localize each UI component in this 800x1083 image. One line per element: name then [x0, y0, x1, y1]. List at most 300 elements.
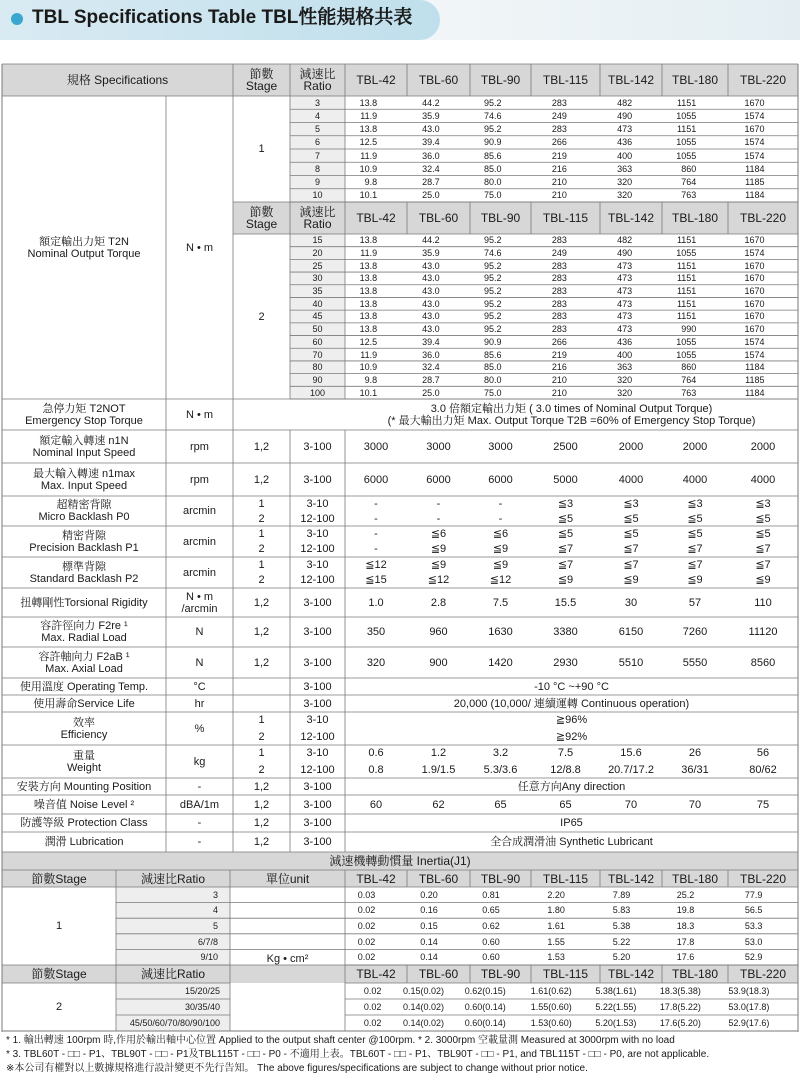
max-radial-load-value: 3380	[553, 626, 578, 638]
inertia-value: 5.20(1.53)	[595, 1018, 637, 1028]
mounting-position-stage: 1,2	[253, 780, 270, 793]
standard-backlash-value: ≦7	[623, 558, 639, 571]
torque-value: 1151	[676, 286, 697, 297]
inertia-value: 1.61	[547, 920, 565, 931]
lubrication-unit: -	[197, 836, 202, 848]
torque-value: 1151	[676, 97, 697, 108]
inertia-value: 0.14(0.02)	[403, 1018, 445, 1028]
max-input-speed-value: 4000	[682, 473, 708, 486]
weight-value: 56	[756, 747, 770, 760]
inertia-value: 0.60	[482, 936, 500, 947]
inertia-value: 17.6(5.20)	[659, 1018, 701, 1028]
model-column-header: TBL-220	[739, 211, 787, 225]
micro-backlash-value: ≦3	[687, 497, 703, 510]
max-input-speed-value: 6000	[488, 473, 513, 486]
inertia-value: 0.02	[357, 936, 376, 947]
weight-value: 1.2	[430, 747, 447, 760]
torque-value: 990	[681, 324, 697, 335]
torque-value: 249	[551, 110, 567, 121]
model-column-header: TBL-180	[671, 211, 719, 225]
torque-value: 13.8	[359, 324, 378, 335]
micro-backlash-value: -	[436, 497, 441, 510]
model-column-header: TBL-220	[739, 73, 787, 87]
torque-ratio: 45	[312, 311, 323, 322]
service-life-label: 使用壽命Service Life	[33, 697, 135, 710]
standard-backlash-value: ≦15	[365, 574, 387, 587]
precision-backlash-value: ≦7	[687, 543, 703, 556]
protection-class-unit: -	[197, 817, 202, 829]
torque-value: 216	[551, 163, 567, 174]
model-column-header: TBL-42	[356, 73, 396, 87]
noise-level-value: 62	[432, 798, 445, 811]
torque-value: 283	[551, 124, 567, 135]
inertia-value: 0.03	[357, 889, 376, 900]
inertia-value: 17.8	[676, 936, 695, 947]
torque-value: 1670	[744, 97, 765, 108]
torque-ratio: 80	[312, 362, 323, 373]
torque-value: 1574	[744, 248, 765, 259]
inertia-value: 0.15	[420, 920, 438, 931]
torque-value: 216	[551, 362, 567, 373]
torque-value: 1055	[676, 110, 697, 121]
torsional-rigidity-value: 110	[754, 596, 772, 609]
inertia-ratio-header: 減速比Ratio	[140, 967, 205, 981]
inertia-value: 5.22(1.55)	[595, 1002, 637, 1012]
mounting-position-ratio: 3-100	[303, 780, 332, 793]
torque-value: 90.9	[484, 137, 502, 148]
torque-value: 1670	[744, 124, 765, 135]
inertia-value: 77.9	[744, 889, 763, 900]
torque-value: 75.0	[484, 387, 502, 398]
noise-level-value: 70	[688, 798, 702, 811]
weight-unit: kg	[193, 755, 206, 768]
precision-backlash-stage-1: 1	[258, 527, 265, 540]
torque-value: 1574	[744, 150, 765, 161]
torque-value: 85.6	[484, 349, 502, 360]
inertia-value: 56.5	[744, 905, 763, 916]
noise-level-value: 70	[624, 798, 638, 811]
torque-value: 283	[551, 311, 567, 322]
torque-value: 75.0	[484, 190, 502, 201]
max-input-speed-value: 6000	[426, 473, 451, 486]
torque-value: 12.5	[359, 336, 378, 347]
torque-value: 39.4	[422, 336, 440, 347]
weight-value: 3.2	[492, 747, 509, 760]
torque-value: 1055	[676, 137, 697, 148]
max-axial-load-value: 320	[366, 656, 386, 669]
torque-ratio: 6	[314, 137, 320, 148]
weight-value: 80/62	[749, 763, 777, 776]
torque-ratio: 60	[312, 336, 323, 347]
standard-backlash-value: ≦12	[427, 574, 450, 587]
torque-value: 363	[617, 163, 633, 174]
torque-ratio: 30	[312, 273, 323, 284]
torsional-rigidity-ratio: 3-100	[303, 596, 332, 609]
model-column-header: TBL-142	[607, 871, 655, 886]
torque-value: 320	[617, 387, 633, 398]
inertia-ratio: 30/35/40	[184, 1002, 220, 1012]
torque-value: 473	[617, 286, 633, 297]
micro-backlash-value: -	[498, 497, 503, 510]
torsional-rigidity-value: 2.8	[430, 596, 447, 609]
noise-level-value: 65	[494, 798, 507, 811]
torque-value: 32.4	[422, 163, 440, 174]
torque-value: 35.9	[422, 248, 440, 259]
micro-backlash-value: ≦5	[687, 512, 703, 525]
inertia-value: 52.9	[744, 952, 763, 963]
standard-backlash-value: ≦7	[687, 558, 703, 571]
efficiency-value-1: ≧96%	[555, 714, 588, 727]
torque-value: 219	[551, 150, 567, 161]
torque-value: 12.5	[359, 137, 378, 148]
torque-value: 210	[551, 190, 567, 201]
torque-value: 320	[617, 374, 633, 385]
torque-ratio: 70	[312, 349, 323, 360]
torque-value: 473	[617, 124, 633, 135]
torque-value: 473	[617, 298, 633, 309]
torque-value: 95.2	[484, 235, 502, 246]
torque-value: 44.2	[422, 97, 440, 108]
torque-value: 219	[551, 349, 567, 360]
nominal-input-speed-label: 額定輸入轉速 n1N Nominal Input Speed	[32, 434, 136, 459]
efficiency-unit: %	[194, 722, 205, 735]
inertia-value: 53.0	[744, 936, 763, 947]
torque-value: 10.1	[359, 387, 378, 398]
precision-backlash-value: ≦5	[755, 527, 771, 540]
operating-temp-ratio: 3-100	[303, 680, 332, 693]
torque-ratio: 7	[314, 150, 320, 161]
torque-value: 1055	[676, 336, 697, 347]
footnote-1: * 1. 輸出轉速 100rpm 時,作用於輸出軸中心位置 Applied to the output shaft center @100rpm. * 2. 3000rpm 空載量測 Measured at 3000rpm with no load	[6, 1035, 675, 1046]
torque-value: 90.9	[484, 336, 502, 347]
torque-value: 80.0	[484, 177, 502, 188]
standard-backlash-value: ≦9	[557, 574, 574, 587]
standard-backlash-value: ≦9	[623, 574, 639, 587]
torque-value: 473	[617, 324, 633, 335]
torque-value: 283	[551, 286, 567, 297]
torsional-rigidity-unit: N • m /arcmin	[181, 590, 218, 615]
inertia-value: 0.02	[363, 986, 382, 996]
max-axial-load-value: 900	[429, 656, 448, 669]
torque-value: 36.0	[422, 349, 440, 360]
max-input-speed-ratio: 3-100	[303, 473, 332, 486]
inertia-stage-header: 節數Stage	[31, 871, 87, 886]
inertia-value: 17.8(5.22)	[659, 1002, 701, 1012]
weight-value: 7.5	[557, 747, 574, 760]
inertia-value: 1.55	[547, 936, 565, 947]
torque-value: 1670	[744, 298, 765, 309]
inertia-value: 0.62	[482, 920, 500, 931]
inertia-value: 0.20	[420, 889, 438, 900]
inertia-value: 5.38	[612, 920, 631, 931]
micro-backlash-label: 超精密背隙 Micro Backlash P0	[38, 499, 130, 523]
inertia-value: 5.20	[612, 952, 631, 963]
weight-ratio-1: 3-10	[306, 747, 329, 760]
torque-value: 36.0	[422, 150, 440, 161]
standard-backlash-ratio-1: 3-10	[306, 558, 329, 571]
protection-class-ratio: 3-100	[303, 817, 332, 829]
torque-value: 320	[617, 190, 633, 201]
model-column-header: TBL-142	[607, 967, 655, 981]
standard-backlash-value: ≦12	[365, 558, 387, 571]
torque-value: 1151	[676, 298, 697, 309]
torque-ratio: 40	[312, 298, 323, 309]
footnotes	[6, 1034, 796, 1076]
inertia-value: 53.0(17.8)	[728, 1002, 770, 1012]
torque-value: 266	[551, 336, 567, 347]
inertia-value: 25.2	[676, 889, 695, 900]
standard-backlash-value: ≦9	[430, 558, 447, 571]
torque-value: 43.0	[422, 311, 440, 322]
max-axial-load-value: 5550	[682, 656, 708, 669]
torque-value: 283	[551, 235, 567, 246]
micro-backlash-value: -	[436, 512, 441, 525]
max-axial-load-unit: N	[195, 656, 204, 669]
model-column-header: TBL-180	[671, 967, 719, 981]
micro-backlash-ratio-2: 12-100	[300, 512, 335, 525]
service-life-value: 20,000 (10,000/ 連續運轉 Continuous operation)	[453, 697, 690, 710]
torque-value: 1574	[744, 110, 765, 121]
weight-value: 36/31	[681, 763, 709, 776]
noise-level-unit: dBA/1m	[179, 798, 220, 811]
spec-header: 規格 Specifications	[66, 73, 169, 87]
inertia-ratio: 4	[212, 905, 218, 916]
torque-value: 13.8	[359, 311, 378, 322]
torque-ratio: 50	[312, 324, 323, 335]
inertia-unit-header: 單位unit	[265, 871, 310, 886]
weight-value: 12/8.8	[550, 763, 581, 776]
torque-value: 80.0	[484, 374, 502, 385]
torque-value: 95.2	[484, 324, 502, 335]
torque-value: 210	[551, 387, 567, 398]
torque-value: 490	[617, 110, 633, 121]
model-column-header: TBL-90	[480, 211, 521, 225]
mounting-position-label: 安裝方向 Mounting Position	[16, 780, 152, 793]
micro-backlash-stage-2: 2	[258, 512, 265, 525]
precision-backlash-value: -	[374, 543, 378, 556]
efficiency-ratio-1: 3-10	[306, 714, 329, 727]
micro-backlash-value: -	[374, 497, 378, 510]
torque-value: 1670	[744, 260, 765, 271]
inertia-value: 19.8	[676, 905, 695, 916]
inertia-stage-2: 2	[55, 1001, 63, 1013]
footnote-notice: ※本公司有權對以上數據規格進行設計變更不先行告知。 The above figures/specifications are subject to change without prior notice.	[6, 1063, 588, 1074]
inertia-ratio: 6/7/8	[197, 936, 218, 947]
torque-value: 1151	[676, 124, 697, 135]
torque-value: 95.2	[484, 286, 502, 297]
noise-level-value: 65	[559, 798, 572, 811]
model-column-header: TBL-60	[418, 967, 459, 981]
max-axial-load-value: 2930	[553, 656, 578, 669]
torque-value: 43.0	[422, 286, 440, 297]
torque-value: 436	[617, 137, 633, 148]
torque-value: 35.9	[422, 110, 440, 121]
torque-value: 11.9	[360, 150, 378, 161]
torque-value: 400	[617, 150, 633, 161]
inertia-stage-1: 1	[55, 920, 63, 932]
inertia-value: 0.60(0.14)	[464, 1002, 506, 1012]
torque-value: 95.2	[484, 97, 502, 108]
torque-value: 43.0	[422, 324, 440, 335]
model-column-header: TBL-60	[418, 73, 459, 87]
emergency-stop-label: 急停力矩 T2NOT Emergency Stop Torque	[25, 402, 143, 427]
inertia-value: 0.65	[482, 905, 500, 916]
standard-backlash-value: ≦9	[687, 574, 703, 587]
inertia-value: 17.6	[676, 952, 695, 963]
torque-value: 44.2	[422, 235, 440, 246]
torque-value: 283	[551, 260, 567, 271]
torque-value: 13.8	[359, 124, 378, 135]
torque-value: 28.7	[422, 177, 440, 188]
torque-value: 210	[551, 177, 567, 188]
torsional-rigidity-value: 30	[624, 596, 638, 609]
precision-backlash-value: ≦6	[430, 527, 447, 540]
torque-value: 10.1	[359, 190, 378, 201]
torque-value: 11.9	[360, 349, 378, 360]
torque-value: 1151	[676, 311, 697, 322]
standard-backlash-stage-2: 2	[258, 574, 265, 587]
emergency-stop-value: 3.0 倍額定輸出力矩 ( 3.0 times of Nominal Output Torque) (* 最大輸出力矩 Max. Output Torque T2B =60% of Emergency Stop Torque)	[387, 402, 756, 427]
torque-value: 320	[617, 177, 633, 188]
model-column-header: TBL-90	[480, 967, 521, 981]
torque-value: 1055	[676, 349, 697, 360]
noise-level-stage: 1,2	[253, 798, 270, 811]
model-column-header: TBL-180	[671, 73, 719, 87]
torque-value: 763	[681, 190, 697, 201]
mounting-position-unit: -	[197, 780, 202, 793]
torque-ratio: 20	[312, 248, 323, 259]
torque-value: 473	[617, 260, 633, 271]
model-column-header: TBL-60	[418, 871, 459, 886]
inertia-value: 0.02	[357, 920, 376, 931]
torque-ratio: 4	[314, 110, 320, 121]
inertia-value: 18.3(5.38)	[659, 986, 701, 996]
max-radial-load-label: 容許徑向力 F2re ¹ Max. Radial Load	[40, 620, 128, 644]
efficiency-stage-2: 2	[258, 730, 265, 743]
protection-class-stage: 1,2	[253, 817, 270, 829]
inertia-value: 1.53	[547, 952, 565, 963]
torque-value: 11.9	[360, 110, 378, 121]
efficiency-stage-1: 1	[258, 714, 265, 727]
inertia-value: 0.14	[420, 952, 438, 963]
torque-value: 1055	[676, 150, 697, 161]
max-axial-load-value: 8560	[750, 656, 776, 669]
micro-backlash-value: ≦3	[623, 497, 639, 510]
torque-value: 43.0	[422, 124, 440, 135]
torque-value: 283	[551, 273, 567, 284]
noise-level-ratio: 3-100	[303, 798, 332, 811]
precision-backlash-stage-2: 2	[258, 543, 265, 556]
torque-value: 1574	[744, 137, 765, 148]
model-column-header: TBL-115	[542, 967, 589, 981]
precision-backlash-value: -	[374, 527, 378, 540]
torque-value: 482	[617, 97, 633, 108]
protection-class-label: 防護等級 Protection Class	[20, 817, 148, 829]
lubrication-label: 潤滑 Lubrication	[44, 836, 124, 848]
torque-ratio: 15	[312, 235, 323, 246]
torque-value: 363	[617, 362, 633, 373]
model-column-header: TBL-115	[542, 871, 589, 886]
torque-value: 1574	[744, 349, 765, 360]
torque-value: 210	[551, 374, 567, 385]
torque-value: 1670	[744, 286, 765, 297]
model-column-header: TBL-42	[356, 967, 396, 981]
torque-value: 85.6	[484, 150, 502, 161]
torque-value: 43.0	[422, 298, 440, 309]
torque-value: 1151	[676, 273, 697, 284]
nominal-input-speed-value: 2500	[553, 440, 578, 453]
torque-value: 25.0	[422, 387, 440, 398]
protection-class-value: IP65	[560, 817, 583, 829]
inertia-unit: Kg • cm²	[266, 953, 309, 965]
model-column-header: TBL-142	[607, 211, 655, 225]
precision-backlash-value: ≦7	[557, 543, 574, 556]
inertia-value: 18.3	[676, 920, 695, 931]
micro-backlash-value: ≦5	[755, 512, 771, 525]
inertia-ratio: 15/20/25	[184, 986, 220, 996]
precision-backlash-unit: arcmin	[182, 535, 216, 548]
weight-value: 26	[688, 747, 702, 760]
max-input-speed-stage: 1,2	[253, 473, 270, 486]
noise-level-label: 噪音值 Noise Level ²	[33, 798, 135, 811]
max-input-speed-unit: rpm	[190, 473, 209, 486]
torsional-rigidity-value: 7.5	[492, 596, 509, 609]
standard-backlash-value: ≦7	[755, 558, 771, 571]
inertia-ratio: 3	[212, 889, 218, 900]
precision-backlash-value: ≦9	[492, 543, 509, 556]
torque-value: 95.2	[484, 124, 502, 135]
inertia-value: 0.02	[363, 1018, 382, 1028]
torque-value: 13.8	[359, 273, 378, 284]
torque-ratio: 35	[312, 286, 323, 297]
torque-value: 28.7	[422, 374, 440, 385]
torque-value: 74.6	[484, 248, 502, 259]
operating-temp-value: -10 °C ~+90 °C	[534, 680, 609, 693]
inertia-value: 0.15(0.02)	[403, 986, 445, 996]
torque-value: 473	[617, 311, 633, 322]
precision-backlash-ratio-1: 3-10	[306, 527, 329, 540]
model-column-header: TBL-220	[739, 967, 787, 981]
torque-ratio: 25	[312, 260, 323, 271]
inertia-value: 1.80	[547, 905, 565, 916]
stage-header: 節數 Stage	[245, 67, 278, 93]
max-radial-load-ratio: 3-100	[303, 626, 332, 638]
standard-backlash-value: ≦12	[489, 574, 512, 587]
noise-level-value: 75	[756, 798, 770, 811]
torque-value: 1055	[676, 248, 697, 259]
nominal-input-speed-ratio: 3-100	[303, 440, 332, 453]
torque-value: 1151	[676, 235, 697, 246]
weight-value: 5.3/3.6	[483, 763, 518, 776]
emergency-stop-unit: N • m	[185, 408, 214, 421]
precision-backlash-value: ≦5	[557, 527, 574, 540]
inertia-value: 7.89	[612, 889, 631, 900]
torque-value: 1670	[744, 235, 765, 246]
inertia-value: 0.02	[357, 905, 376, 916]
max-input-speed-value: 4000	[750, 473, 776, 486]
torque-value: 436	[617, 336, 633, 347]
nominal-input-speed-value: 3000	[426, 440, 451, 453]
inertia-value: 0.16	[420, 905, 438, 916]
nominal-input-speed-stage: 1,2	[253, 440, 270, 453]
weight-value: 0.6	[368, 747, 384, 760]
lubrication-value: 全合成潤滑油 Synthetic Lubricant	[490, 836, 653, 848]
torque-value: 85.0	[484, 362, 502, 373]
torque-value: 1185	[745, 177, 765, 188]
torque-value: 95.2	[484, 298, 502, 309]
torque-value: 283	[551, 97, 567, 108]
efficiency-value-2: ≧92%	[555, 730, 588, 743]
